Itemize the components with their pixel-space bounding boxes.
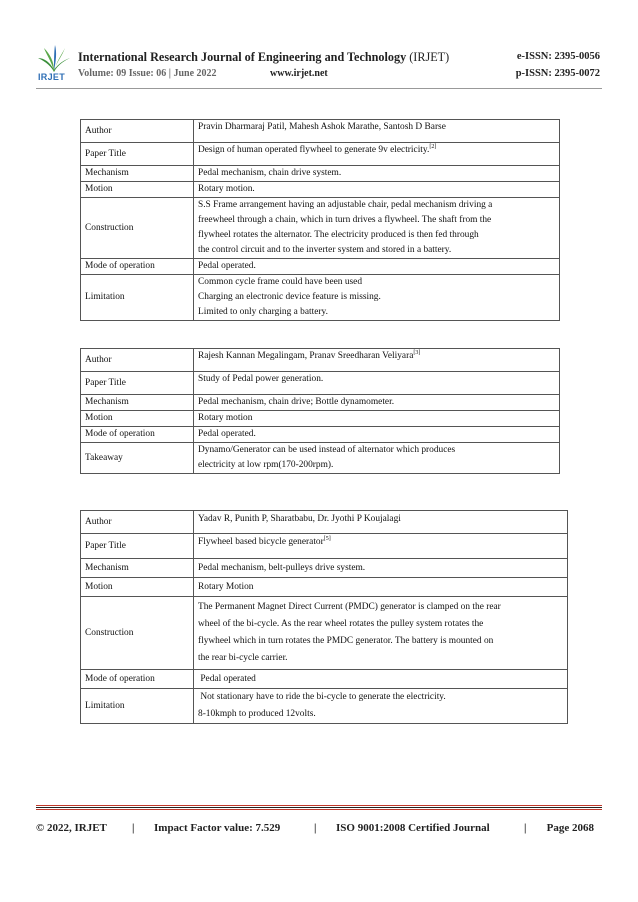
table-row (81, 534, 568, 559)
table-row (81, 670, 568, 689)
table-row (81, 120, 560, 143)
text-line: the control circuit and to the inverter system and stored in a battery. (198, 245, 452, 255)
text-line: wheel of the bi-cycle. As the rear wheel rotates the pulley system rotates the (198, 619, 484, 629)
table-row (81, 395, 560, 411)
review-table-2 (80, 348, 560, 474)
table-row (81, 143, 560, 166)
row-value: Rotary motion. (194, 182, 560, 198)
table-row (81, 597, 568, 670)
table-row (81, 259, 560, 275)
journal-title-text: International Research Journal of Engineering and Technology (78, 50, 407, 64)
paper-title-text: Design of human operated flywheel to generate 9v electricity. (198, 145, 430, 155)
e-issn: e-ISSN: 2395-0056 (516, 51, 600, 62)
row-value (194, 534, 568, 559)
row-key: Construction (81, 597, 194, 670)
text-line: Common cycle frame could have been used (198, 277, 363, 287)
table-row (81, 372, 560, 395)
row-value: Yadav R, Punith P, Sharatbabu, Dr. Jyothi P Koujalagi (194, 511, 568, 534)
footer-separator: | (132, 822, 135, 834)
row-value (194, 597, 568, 670)
row-key: Mechanism (81, 395, 194, 411)
row-value: Rotary motion (194, 411, 560, 427)
p-issn: p-ISSN: 2395-0072 (515, 68, 600, 79)
text-line: Not stationary have to ride the bi-cycle to generate the electricity. (198, 692, 446, 702)
table-row (81, 198, 560, 259)
journal-website[interactable]: www.irjet.net (270, 68, 328, 79)
table-row (81, 559, 568, 578)
row-value: Pedal operated. (194, 259, 560, 275)
text-line: 8-10kmph to produced 12volts. (198, 709, 316, 719)
text-line: freewheel through a chain, which in turn drives a flywheel. The shaft from the (198, 215, 492, 225)
row-key: Paper Title (81, 143, 194, 166)
row-key: Mode of operation (81, 259, 194, 275)
table-row (81, 511, 568, 534)
row-key: Paper Title (81, 372, 194, 395)
impact-factor: Impact Factor value: 7.529 (154, 822, 281, 834)
row-key: Mechanism (81, 166, 194, 182)
row-value (194, 198, 560, 259)
row-key: Limitation (81, 275, 194, 321)
review-table-3 (80, 510, 568, 724)
row-key: Author (81, 349, 194, 372)
row-value: Study of Pedal power generation. (194, 372, 560, 395)
row-value (194, 689, 568, 724)
row-key: Takeaway (81, 443, 194, 474)
text-line: S.S Frame arrangement having an adjustable chair, pedal mechanism driving a (198, 200, 493, 210)
table-row (81, 427, 560, 443)
journal-abbr: (IRJET) (409, 50, 450, 64)
copyright: © 2022, IRJET (36, 822, 107, 834)
table-row (81, 166, 560, 182)
row-key: Paper Title (81, 534, 194, 559)
paper-title-text: Flywheel based bicycle generator (198, 537, 324, 547)
row-value (194, 349, 560, 372)
text-line: flywheel which in turn rotates the PMDC generator. The battery is mounted on (198, 636, 494, 646)
footer-separator: | (314, 822, 317, 834)
page-header (36, 44, 602, 88)
row-key: Mode of operation (81, 427, 194, 443)
table-row (81, 443, 560, 474)
row-value (194, 275, 560, 321)
author-text: Rajesh Kannan Megalingam, Pranav Sreedharan Veliyara (198, 351, 414, 361)
table-row (81, 349, 560, 372)
text-line: electricity at low rpm(170-200rpm). (198, 460, 334, 470)
row-key: Author (81, 120, 194, 143)
table-row (81, 182, 560, 198)
row-key: Motion (81, 182, 194, 198)
row-value: Pedal mechanism, chain drive system. (194, 166, 560, 182)
iso-certification: ISO 9001:2008 Certified Journal (336, 822, 490, 834)
citation-ref: [5] (323, 535, 331, 542)
row-key: Motion (81, 578, 194, 597)
journal-title (78, 50, 449, 65)
text-line: flywheel rotates the alternator. The electricity produced is then fed through (198, 230, 479, 240)
row-value: Pedal mechanism, belt-pulleys drive system. (194, 559, 568, 578)
citation-ref: [3] (413, 349, 421, 356)
row-value: Rotary Motion (194, 578, 568, 597)
text-line: Charging an electronic device feature is missing. (198, 292, 381, 302)
table-row (81, 411, 560, 427)
text-line: Limited to only charging a battery. (198, 307, 328, 317)
review-table-1 (80, 119, 560, 321)
row-key: Mechanism (81, 559, 194, 578)
row-value (194, 143, 560, 166)
row-value: Pedal mechanism, chain drive; Bottle dynamometer. (194, 395, 560, 411)
text-line: The Permanent Magnet Direct Current (PMDC) generator is clamped on the rear (198, 602, 501, 612)
row-value: Pedal operated (194, 670, 568, 689)
row-key: Author (81, 511, 194, 534)
row-key: Motion (81, 411, 194, 427)
row-value: Pravin Dharmaraj Patil, Mahesh Ashok Marathe, Santosh D Barse (194, 120, 560, 143)
footer-rule (36, 805, 602, 813)
irjet-logo (36, 44, 72, 84)
table-row (81, 689, 568, 724)
row-key: Construction (81, 198, 194, 259)
citation-ref: [2] (429, 143, 437, 150)
header-rule (36, 88, 602, 89)
table-row (81, 578, 568, 597)
row-key: Mode of operation (81, 670, 194, 689)
table-row (81, 275, 560, 321)
footer-separator: | (524, 822, 527, 834)
row-key: Limitation (81, 689, 194, 724)
text-line: the rear bi-cycle carrier. (198, 653, 288, 663)
volume-issue: Volume: 09 Issue: 06 | June 2022 (78, 68, 217, 79)
row-value: Pedal operated. (194, 427, 560, 443)
page-number: Page 2068 (546, 822, 594, 834)
logo-text: IRJET (38, 72, 66, 82)
row-value (194, 443, 560, 474)
text-line: Dynamo/Generator can be used instead of alternator which produces (198, 445, 456, 455)
